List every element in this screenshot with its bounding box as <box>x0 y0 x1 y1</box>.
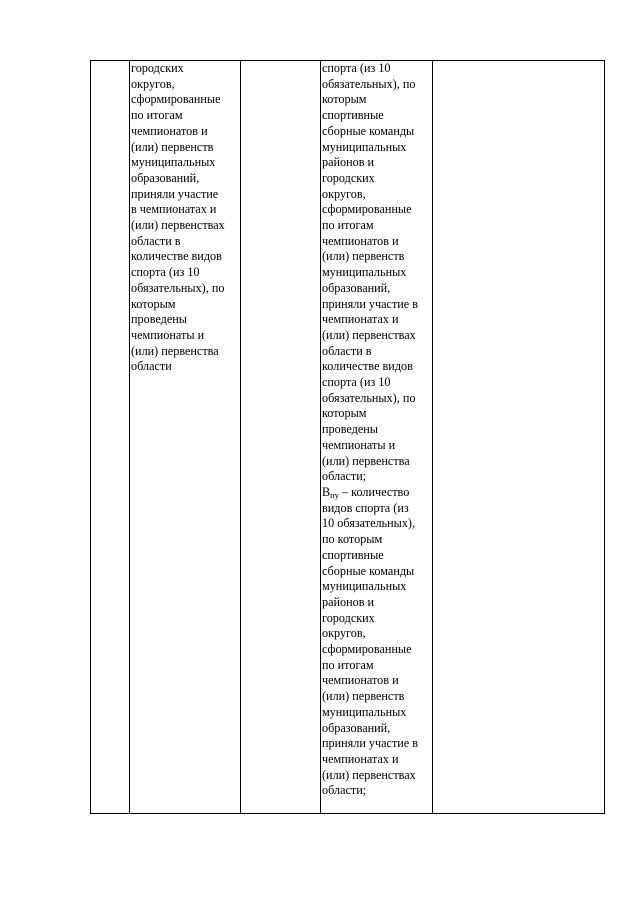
text-line: (или) первенств <box>322 689 405 704</box>
text-line: количестве видов <box>322 359 413 374</box>
criteria-table <box>90 60 605 814</box>
text-line: округов, <box>322 186 366 201</box>
text-line: спортивные <box>322 547 384 562</box>
text-line: 10 обязательных), <box>322 516 416 531</box>
text-line: спорта (из 10 <box>322 61 391 75</box>
text-line: которым <box>322 92 367 107</box>
text-line: чемпионатов и <box>322 673 399 688</box>
text-line: муниципальных <box>322 579 407 594</box>
text-line: в чемпионатах и <box>131 202 217 217</box>
text-line: области; <box>322 783 367 798</box>
text-line: обязательных), по <box>131 280 225 295</box>
table-cell-formula-explanation <box>322 61 432 799</box>
text-line: чемпионаты и <box>131 327 205 342</box>
formula-variable-subscript: пу <box>330 489 339 500</box>
text-line: сборные команды <box>322 123 415 138</box>
table-cell-description <box>131 61 239 375</box>
text-line: чемпионатах и <box>322 312 399 327</box>
text-line: округов, <box>322 626 366 641</box>
text-line: городских <box>322 170 375 185</box>
text-line: образований, <box>322 280 391 295</box>
text-line: которым <box>131 296 176 311</box>
text-line: проведены <box>322 422 378 437</box>
text-line: муниципальных <box>131 155 216 170</box>
text-line: (или) первенствах <box>322 767 416 782</box>
text-line: количестве видов <box>131 249 222 264</box>
text-line: по итогам <box>322 218 374 233</box>
text-line: (или) первенствах <box>131 218 225 233</box>
text-line: спортивные <box>322 108 384 123</box>
text-line: чемпионатов и <box>322 233 399 248</box>
text-line: чемпионатов и <box>131 123 208 138</box>
text-line: муниципальных <box>322 704 407 719</box>
text-line: спорта (из 10 <box>131 265 200 280</box>
text-line: (или) первенств <box>322 249 405 264</box>
text-line: чемпионатах и <box>322 751 399 766</box>
text-line: муниципальных <box>322 139 407 154</box>
text-line: области <box>131 359 172 374</box>
text-line: сформированные <box>322 642 412 657</box>
text-line: по итогам <box>131 108 183 123</box>
text-line: (или) первенства <box>322 453 410 468</box>
text-line: чемпионаты и <box>322 437 396 452</box>
text-line: приняли участие в <box>322 736 419 751</box>
text-line: муниципальных <box>322 265 407 280</box>
text-line: обязательных), по <box>322 390 416 405</box>
formula-variable-line <box>322 485 432 501</box>
text-line: сборные команды <box>322 563 415 578</box>
text-line: округов, <box>131 76 175 91</box>
text-line: образований, <box>322 720 391 735</box>
text-line: районов и <box>322 594 375 609</box>
column-divider-2 <box>240 61 241 813</box>
column-divider-1 <box>129 61 130 813</box>
text-line: спорта (из 10 <box>322 375 391 390</box>
text-line: проведены <box>131 312 187 327</box>
text-line: районов и <box>322 155 375 170</box>
text-line: которым <box>322 406 367 421</box>
text-line: образований, <box>131 170 200 185</box>
text-line: (или) первенств <box>131 139 214 154</box>
text-line: по которым <box>322 532 383 547</box>
text-line: области; <box>322 469 367 484</box>
formula-text-part-1 <box>322 61 432 485</box>
text-line: сформированные <box>131 92 221 107</box>
text-line: видов спорта (из <box>322 500 409 515</box>
text-line: области в <box>322 343 372 358</box>
text-line: по итогам <box>322 657 374 672</box>
text-line: сформированные <box>322 202 412 217</box>
text-line: городских <box>131 61 184 75</box>
text-line: приняли участие в <box>322 296 419 311</box>
text-line: городских <box>322 610 375 625</box>
text-line: приняли участие <box>131 186 219 201</box>
text-line: (или) первенствах <box>322 327 416 342</box>
column-divider-3 <box>320 61 321 813</box>
formula-variable: В <box>322 484 331 499</box>
formula-variable-definition: – количество <box>338 484 410 499</box>
text-line: (или) первенства <box>131 343 219 358</box>
formula-text-part-2 <box>322 501 432 799</box>
text-line: обязательных), по <box>322 76 416 91</box>
column-divider-4 <box>432 61 433 813</box>
text-line: области в <box>131 233 181 248</box>
